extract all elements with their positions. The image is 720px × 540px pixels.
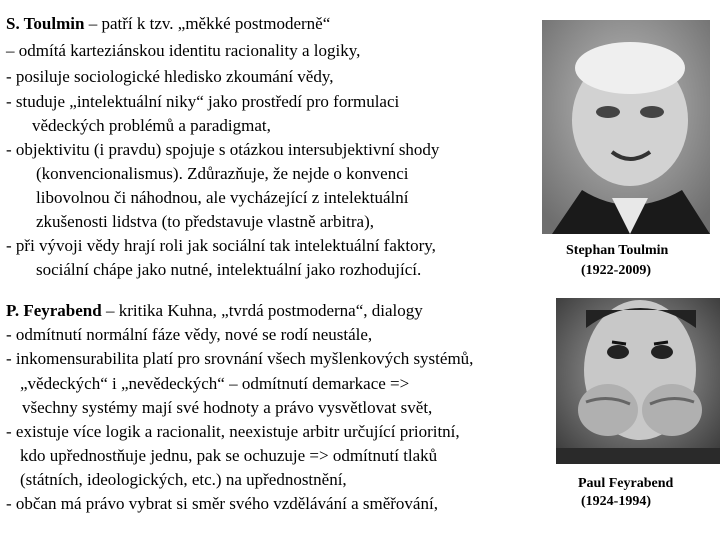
feyrabend-line-1: - odmítnutí normální fáze vědy, nové se rodí neustále, [6, 325, 373, 344]
feyrabend-caption-name: Paul Feyrabend [578, 476, 674, 491]
toulmin-portrait-photo [542, 20, 710, 234]
toulmin-line-9: - při vývoji vědy hrají roli jak sociální tak intelektuální faktory, [6, 236, 436, 255]
feyrabend-line-8: - občan má právo vybrat si směr svého vzdělávání a směřování, [6, 494, 438, 513]
toulmin-line-4: vědeckých problémů a paradigmat, [32, 116, 271, 135]
toulmin-line-0: – patří k tzv. „měkké postmoderně“ [84, 14, 331, 33]
toulmin-line-1: – odmítá karteziánskou identitu racionality a logiky, [6, 41, 361, 60]
feyrabend-portrait-photo [556, 298, 720, 464]
toulmin-line-7: libovolnou či náhodnou, ale vycházející z intelektuální [36, 188, 409, 207]
toulmin-line-5: - objektivitu (i pravdu) spojuje s otázkou intersubjektivní shody [6, 140, 440, 159]
toulmin-caption-years: (1922-2009) [581, 263, 651, 278]
toulmin-line-2: - posiluje sociologické hledisko zkoumání vědy, [6, 67, 334, 86]
toulmin-name: S. Toulmin [6, 14, 85, 33]
feyrabend-caption-years: (1924-1994) [581, 494, 651, 509]
feyrabend-line-6: kdo upřednostňuje jednu, pak se ochuzuje => odmítnutí tlaků [20, 446, 438, 465]
toulmin-line-10: sociální chápe jako nutné, intelektuální jako rozhodující. [36, 260, 422, 279]
toulmin-line-3: - studuje „intelektuální niky“ jako prostředí pro formulaci [6, 92, 400, 111]
feyrabend-line-0: – kritika Kuhna, „tvrdá postmoderna“, dialogy [101, 301, 423, 320]
feyrabend-line-4: všechny systémy mají své hodnoty a právo vysvětlovat svět, [22, 398, 433, 417]
feyrabend-line-3: „vědeckých“ i „nevědeckých“ – odmítnutí demarkace => [20, 374, 410, 393]
toulmin-portrait-icon [542, 20, 710, 234]
feyrabend-portrait-icon [556, 298, 720, 464]
feyrabend-heading [6, 300, 423, 321]
feyrabend-line-5: - existuje více logik a racionalit, neexistuje arbitr určující prioritní, [6, 422, 460, 441]
feyrabend-line-7: (státních, ideologických, etc.) na upřednostnění, [20, 470, 347, 489]
toulmin-caption-name: Stephan Toulmin [566, 243, 669, 258]
toulmin-heading [6, 13, 330, 34]
feyrabend-name: P. Feyrabend [6, 301, 102, 320]
toulmin-line-8: zkušenosti lidstva (to představuje vlastně arbitra), [36, 212, 375, 231]
toulmin-line-6: (konvencionalismus). Zdůrazňuje, že nejde o konvenci [36, 164, 409, 183]
feyrabend-line-2: - inkomensurabilita platí pro srovnání všech myšlenkových systémů, [6, 349, 474, 368]
